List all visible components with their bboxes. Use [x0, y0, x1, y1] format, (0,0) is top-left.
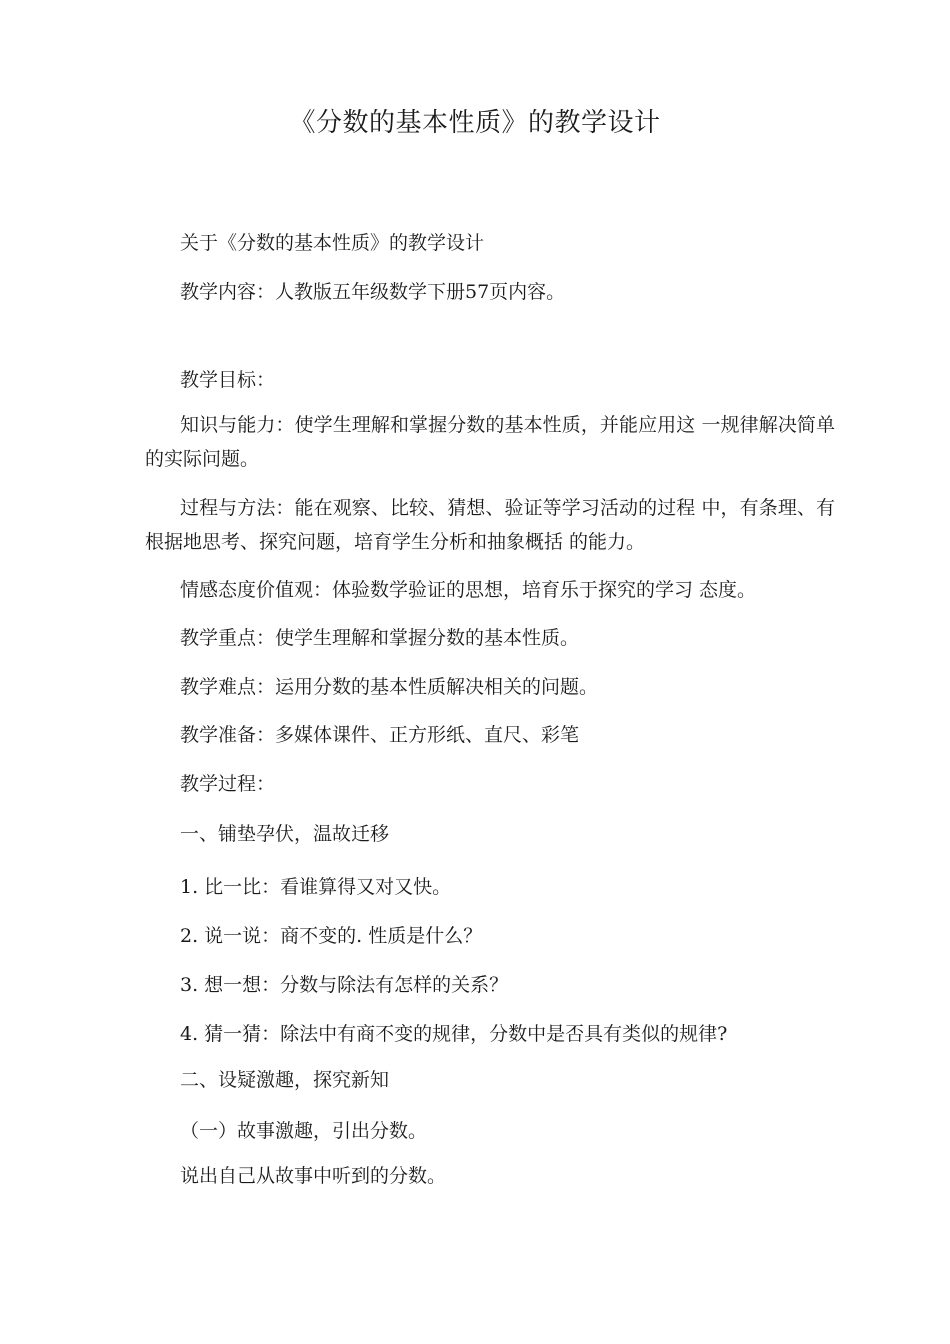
procedure-heading: 教学过程： [180, 773, 276, 795]
preparation-line: 教学准备：多媒体课件、正方形纸、直尺、彩笔 [180, 724, 580, 746]
teaching-content-line: 教学内容：人教版五年级数学下册57页内容。 [180, 281, 566, 303]
emotion-line: 情感态度价值观：体验数学验证的思想，培育乐于探究的学习 态度。 [180, 579, 757, 601]
step-3: 3. 想一想：分数与除法有怎样的关系？ [180, 974, 509, 996]
section-one-heading: 一、铺垫孕伏，温故迁移 [180, 823, 390, 845]
step-2: 2. 说一说：商不变的. 性质是什么？ [180, 925, 483, 947]
section-two-heading: 二、设疑激趣，探究新知 [180, 1069, 390, 1091]
difficulty-line: 教学难点：运用分数的基本性质解决相关的问题。 [180, 676, 599, 698]
knowledge-paragraph: 知识与能力：使学生理解和掌握分数的基本性质，并能应用这 一规律解决简单的实际问题。 [145, 414, 835, 470]
objectives-heading: 教学目标： [180, 369, 276, 391]
step-4: 4. 猜一猜：除法中有商不变的规律，分数中是否具有类似的规律? [180, 1023, 728, 1045]
subtitle-line: 关于《分数的基本性质》的教学设计 [180, 232, 485, 254]
last-line: 说出自己从故事中听到的分数。 [180, 1165, 447, 1187]
subsection-one-heading: （一）故事激趣，引出分数。 [180, 1120, 428, 1142]
process-paragraph: 过程与方法：能在观察、比较、猜想、验证等学习活动的过程 中，有条理、有根据地思考、探究问题，培育学生分析和抽象概括 的能力。 [145, 497, 835, 553]
document-title: 《分数的基本性质》的教学设计 [289, 108, 661, 138]
step-1: 1. 比一比：看谁算得又对又快。 [180, 876, 452, 898]
key-point-line: 教学重点：使学生理解和掌握分数的基本性质。 [180, 627, 580, 649]
